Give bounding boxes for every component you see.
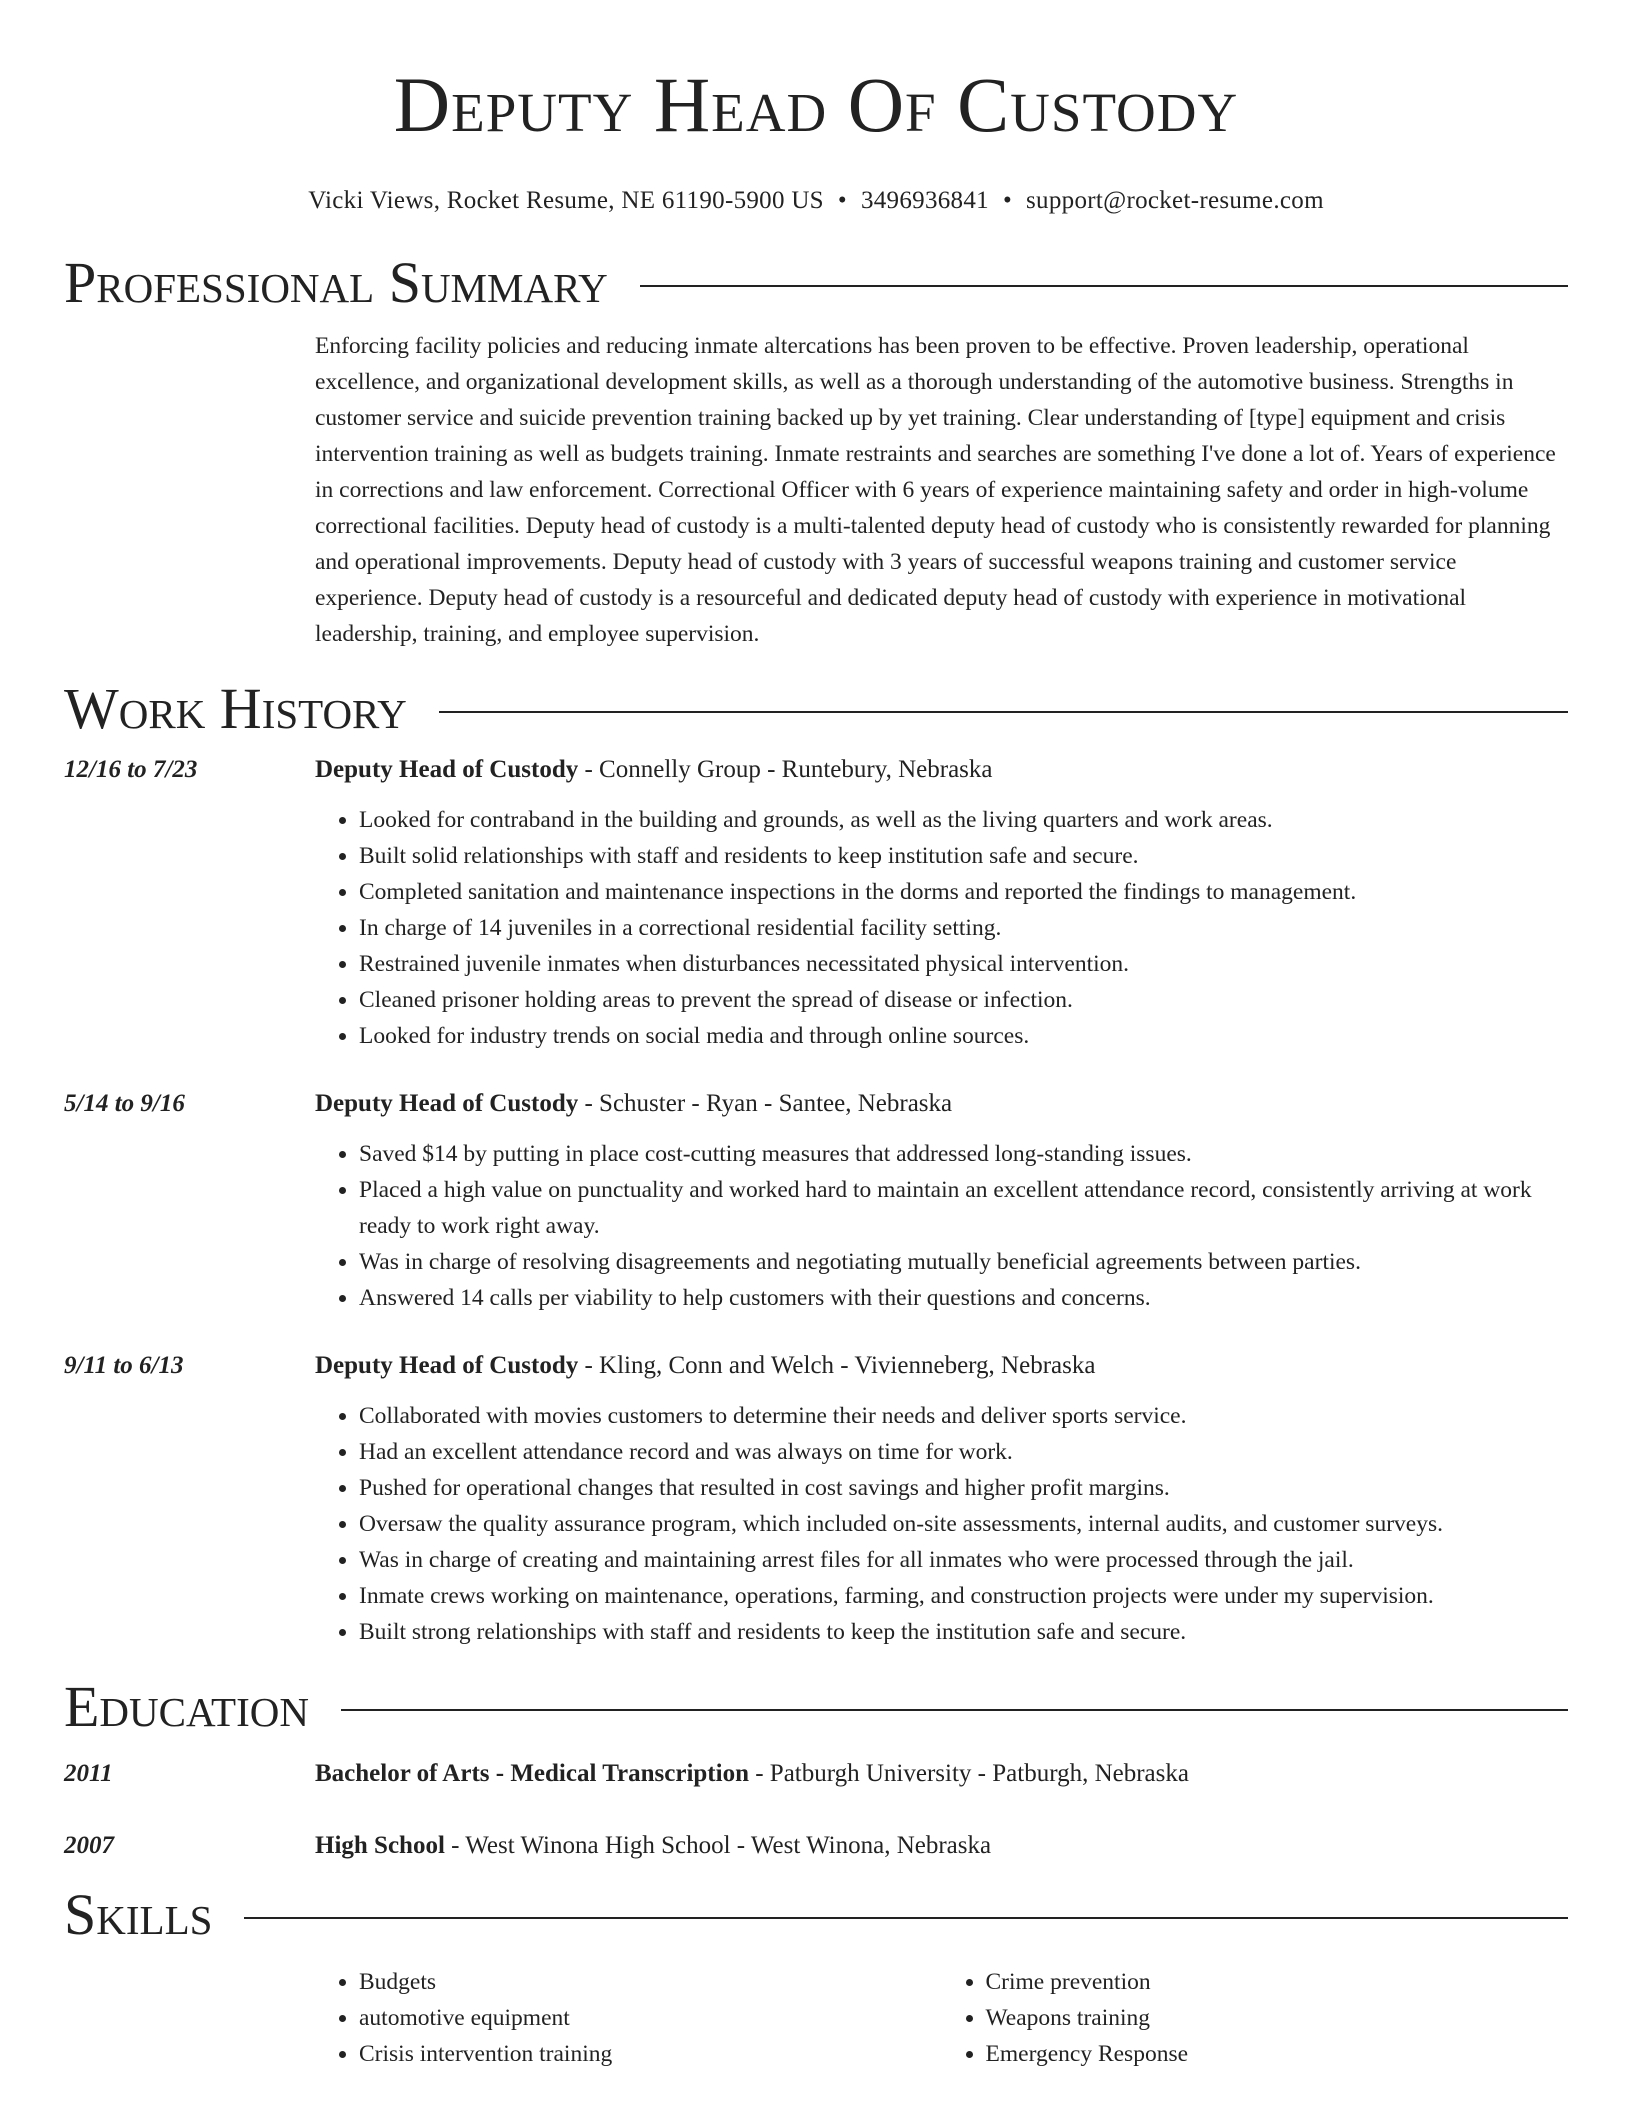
contact-email: support@rocket-resume.com (1026, 187, 1324, 214)
education-year: 2011 (64, 1760, 113, 1787)
summary-text: Enforcing facility policies and reducing inmate altercations has been proven to be effective. Proven leadership, operational excellence, and organizational development skills, as well as a thorough understanding of the automotive business. Strengths in customer service and suicide prevention training backed up by yet training. Clear understanding of [type] equipment and crisis intervention training as well as budgets training. Inmate restraints and searches are something I've done a lot of. Years of experience in corrections and law enforcement. Correctional Officer with 6 years of experience maintaining safety and order in high-volume correctional facilities. Deputy head of custody is a multi-talented deputy head of custody who is consistently rewarded for planning and operational improvements. Deputy head of custody with 3 years of successful weapons training and customer service experience. Deputy head of custody is a resourceful and dedicated deputy head of custody with experience in motivational leadership, training, and employee supervision. (315, 333, 1556, 647)
education-year: 2007 (64, 1832, 114, 1859)
skill-item: • Emergency Response (986, 2036, 1569, 2072)
job-bullets (315, 802, 1568, 1054)
job-bullet: • Restrained juvenile inmates when disturbances necessitated physical intervention. (359, 946, 1568, 982)
skill-item: • automotive equipment (359, 2000, 942, 2036)
work-history-heading (64, 674, 1568, 744)
education-degree: High School (315, 1832, 445, 1859)
section-title: Education (64, 1674, 309, 1739)
job-body (315, 752, 1568, 1054)
job-role: Deputy Head of Custody (315, 1352, 579, 1379)
job-body (315, 1086, 1568, 1316)
contact-address: Vicki Views, Rocket Resume, NE 61190-5900 US (308, 187, 824, 214)
job-bullet: • Oversaw the quality assurance program, which included on-site assessments, internal audits, and customer surveys. (359, 1506, 1568, 1542)
job-body (315, 1348, 1568, 1650)
job-bullet: • Pushed for operational changes that resulted in cost savings and higher profit margins. (359, 1470, 1568, 1506)
job-details: - Connelly Group - Runtebury, Nebraska (578, 756, 993, 783)
skill-item: • Weapons training (986, 2000, 1569, 2036)
job-entry (64, 752, 1568, 1054)
job-details: - Kling, Conn and Welch - Vivienneberg, Nebraska (578, 1352, 1096, 1379)
education-section (64, 1672, 1568, 1864)
job-bullets (315, 1398, 1568, 1650)
job-details: - Schuster - Ryan - Santee, Nebraska (578, 1090, 953, 1117)
job-title-line (315, 1348, 1568, 1384)
skill-item: • Crime prevention (986, 1964, 1569, 2000)
job-bullet: • Answered 14 calls per viability to help customers with their questions and concerns. (359, 1280, 1568, 1316)
skills-column-left (315, 1964, 942, 2072)
section-rule (244, 1917, 1568, 1919)
job-entry (64, 1086, 1568, 1316)
section-title: Professional Summary (64, 250, 608, 315)
job-title-line (315, 752, 1568, 788)
section-rule (341, 1709, 1568, 1711)
contact-line (64, 186, 1568, 216)
job-bullet: • Saved $14 by putting in place cost-cutting measures that addressed long-standing issues. (359, 1136, 1568, 1172)
skills-grid (315, 1964, 1568, 2072)
job-bullet: • Inmate crews working on maintenance, operations, farming, and construction projects were under my supervision. (359, 1578, 1568, 1614)
job-bullet: • Was in charge of creating and maintaining arrest files for all inmates who were processed through the jail. (359, 1542, 1568, 1578)
resume-name: Deputy Head Of Custody (393, 61, 1239, 148)
job-dates: 12/16 to 7/23 (64, 756, 198, 783)
job-bullet: • Collaborated with movies customers to determine their needs and deliver sports service. (359, 1398, 1568, 1434)
job-bullet: • Had an excellent attendance record and was always on time for work. (359, 1434, 1568, 1470)
job-dates: 5/14 to 9/16 (64, 1090, 185, 1117)
summary-heading (64, 248, 1568, 318)
job-title-line (315, 1086, 1568, 1122)
job-bullet: • In charge of 14 juveniles in a correctional residential facility setting. (359, 910, 1568, 946)
skill-item: • Budgets (359, 1964, 942, 2000)
job-bullet: • Completed sanitation and maintenance inspections in the dorms and reported the findings to management. (359, 874, 1568, 910)
contact-phone: 3496936841 (860, 187, 989, 214)
job-bullet: • Cleaned prisoner holding areas to prevent the spread of disease or infection. (359, 982, 1568, 1018)
education-degree: Bachelor of Arts - Medical Transcription (315, 1760, 749, 1787)
section-title: Skills (64, 1882, 213, 1947)
education-details: - Patburgh University - Patburgh, Nebraska (748, 1760, 1189, 1787)
job-bullet: • Placed a high value on punctuality and worked hard to maintain an excellent attendance record, consistently arriving at work ready to work right away. (359, 1172, 1568, 1244)
job-bullets (315, 1136, 1568, 1316)
skills-heading (64, 1880, 1568, 1950)
education-entry (64, 1756, 1568, 1792)
education-details: - West Winona High School - West Winona, Nebraska (444, 1832, 992, 1859)
section-rule (439, 711, 1568, 713)
job-entry (64, 1348, 1568, 1650)
job-role: Deputy Head of Custody (315, 756, 579, 783)
job-bullet: • Built solid relationships with staff and residents to keep institution safe and secure. (359, 838, 1568, 874)
contact-separator: • (837, 187, 847, 214)
job-bullet: • Looked for contraband in the building and grounds, as well as the living quarters and work areas. (359, 802, 1568, 838)
skill-item: • Crisis intervention training (359, 2036, 942, 2072)
job-dates: 9/11 to 6/13 (64, 1352, 184, 1379)
education-entry (64, 1828, 1568, 1864)
job-bullet: • Looked for industry trends on social media and through online sources. (359, 1018, 1568, 1054)
education-line (315, 1756, 1568, 1792)
job-bullet: • Was in charge of resolving disagreements and negotiating mutually beneficial agreements between parties. (359, 1244, 1568, 1280)
job-bullet: • Built strong relationships with staff and residents to keep the institution safe and secure. (359, 1614, 1568, 1650)
contact-separator: • (1002, 187, 1013, 214)
work-history-section (64, 674, 1568, 1650)
summary-section (64, 248, 1568, 652)
job-role: Deputy Head of Custody (315, 1090, 579, 1117)
education-heading (64, 1672, 1568, 1742)
skills-section (64, 1880, 1568, 2072)
section-title: Work History (64, 676, 407, 741)
skills-column-right (942, 1964, 1569, 2072)
section-rule (640, 285, 1568, 287)
education-line (315, 1828, 1568, 1864)
